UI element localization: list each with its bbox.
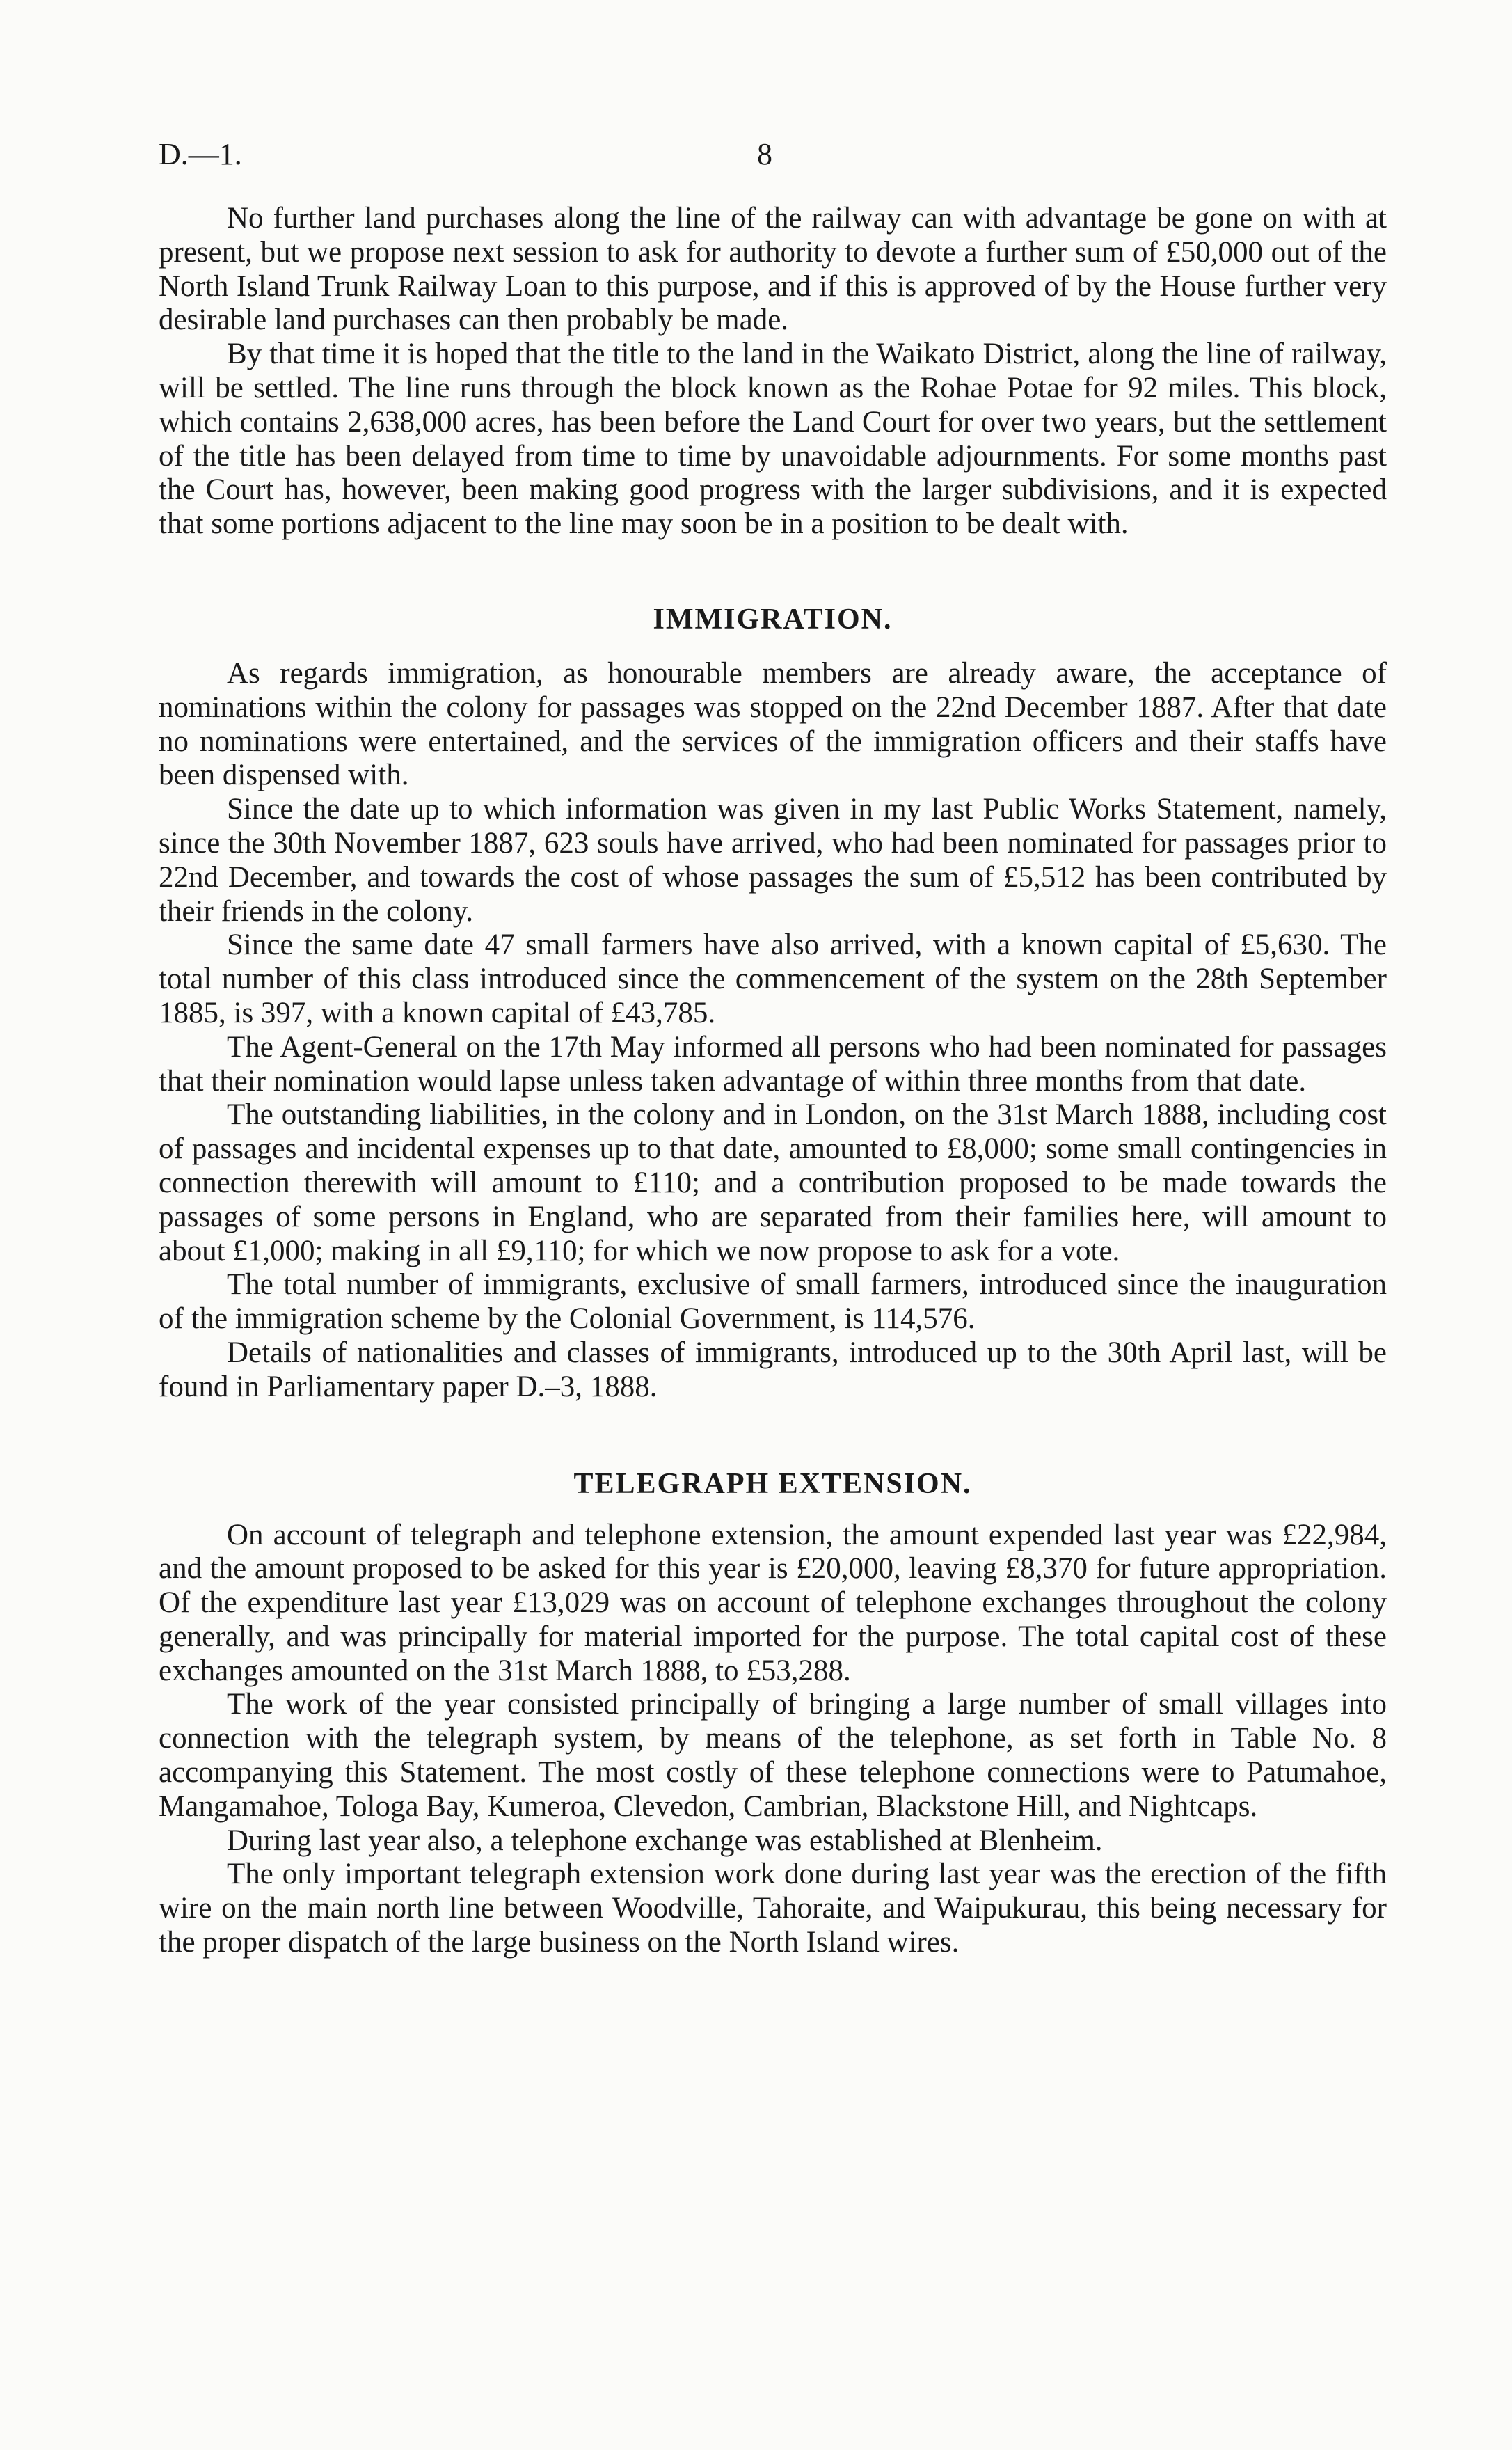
telegraph-paragraph: During last year also, a telephone exchange was established at Blenheim. — [227, 1824, 1103, 1857]
immigration-paragraph: Since the same date 47 small farmers have also arrived, with a known capital of £5,630. The total number of this class introduced since the commencement of the system on the 28th September 1885, is 397, with a known capital of £43,785. — [159, 928, 1387, 1029]
waikato-title-paragraph: By that time it is hoped that the title to the land in the Waikato District, along the line of railway, will be settled. The line runs through the block known as the Rohae Potae for 92 miles. This block, which contains 2,638,000 acres, has been before the Land Court for over two years, but the settlement of the title has been delayed from time to time by unavoidable adjournments. For some months past the Court has, however, been making good progress with the larger subdivisions, and it is expected that some portions adjacent to the line may soon be in a position to be dealt with. — [159, 338, 1387, 541]
document-reference: D.—1. — [159, 137, 242, 171]
telegraph-paragraph: The only important telegraph extension work done during last year was the erection of the fifth wire on the main north line between Woodville, Tahoraite, and Waipukurau, this being necessary for the proper dispatch of the large business on the North Island wires. — [159, 1858, 1387, 1959]
land-purchase-paragraph: No further land purchases along the line of the railway can with advantage be gone on with at present, but we propose next session to ask for authority to devote a further sum of £50,000 out of the North Island Trunk Railway Loan to this purpose, and if this is approved of by the House further very desirable land purchases can then probably be made. — [159, 202, 1387, 337]
page-number: 8 — [757, 137, 772, 171]
immigration-paragraph: The outstanding liabilities, in the colony and in London, on the 31st March 1888, including cost of passages and incidental expenses up to that date, amounted to £8,000; some small contingencies in connection therewith will amount to £110; and a contribution proposed to be made towards the passages of some persons in England, who are separated from their families here, will amount to about £1,000; making in all £9,110; for which we now propose to ask for a vote. — [159, 1098, 1387, 1267]
immigration-paragraph: Details of nationalities and classes of immigrants, introduced up to the 30th April last, will be found in Parliamentary paper D.–3, 1888. — [159, 1336, 1387, 1403]
immigration-paragraph: The total number of immigrants, exclusive of small farmers, introduced since the inauguration of the immigration scheme by the Colonial Government, is 114,576. — [159, 1268, 1387, 1336]
telegraph-paragraph: The work of the year consisted principally of bringing a large number of small villages into connection with the telegraph system, by means of the telephone, as set forth in Table No. 8 accompanying this Statement. The most costly of these telephone connections were to Patumahoe, Mangamahoe, Tologa Bay, Kumeroa, Clevedon, Cambrian, Blackstone Hill, and Nightcaps. — [159, 1688, 1387, 1823]
immigration-paragraph: As regards immigration, as honourable members are already aware, the acceptance of nominations within the colony for passages was stopped on the 22nd December 1887. After that date no nominations were entertained, and the services of the immigration officers and their staffs have been dispensed with. — [159, 656, 1387, 792]
telegraph-extension-heading: TELEGRAPH EXTENSION. — [573, 1467, 972, 1500]
page-header — [159, 136, 1387, 178]
telegraph-paragraph: On account of telegraph and telephone extension, the amount expended last year was £22,984, and the amount proposed to be asked for this year is £20,000, leaving £8,370 for future appropriation. Of the expenditure last year £13,029 was on account of telephone exchanges throughout the colony generally, and was principally for material imported for the purpose. The total capital cost of these exchanges amounted on the 31st March 1888, to £53,288. — [159, 1518, 1387, 1687]
page-body — [159, 202, 1387, 1960]
immigration-heading: IMMIGRATION. — [653, 603, 893, 635]
immigration-paragraph: The Agent-General on the 17th May informed all persons who had been nominated for passages that their nomination would lapse unless taken advantage of within three months from that date. — [159, 1030, 1387, 1098]
immigration-paragraph: Since the date up to which information was given in my last Public Works Statement, namely, since the 30th November 1887, 623 souls have arrived, who had been nominated for passages prior to 22nd December, and towards the cost of whose passages the sum of £5,512 has been contributed by their friends in the colony. — [159, 793, 1387, 928]
